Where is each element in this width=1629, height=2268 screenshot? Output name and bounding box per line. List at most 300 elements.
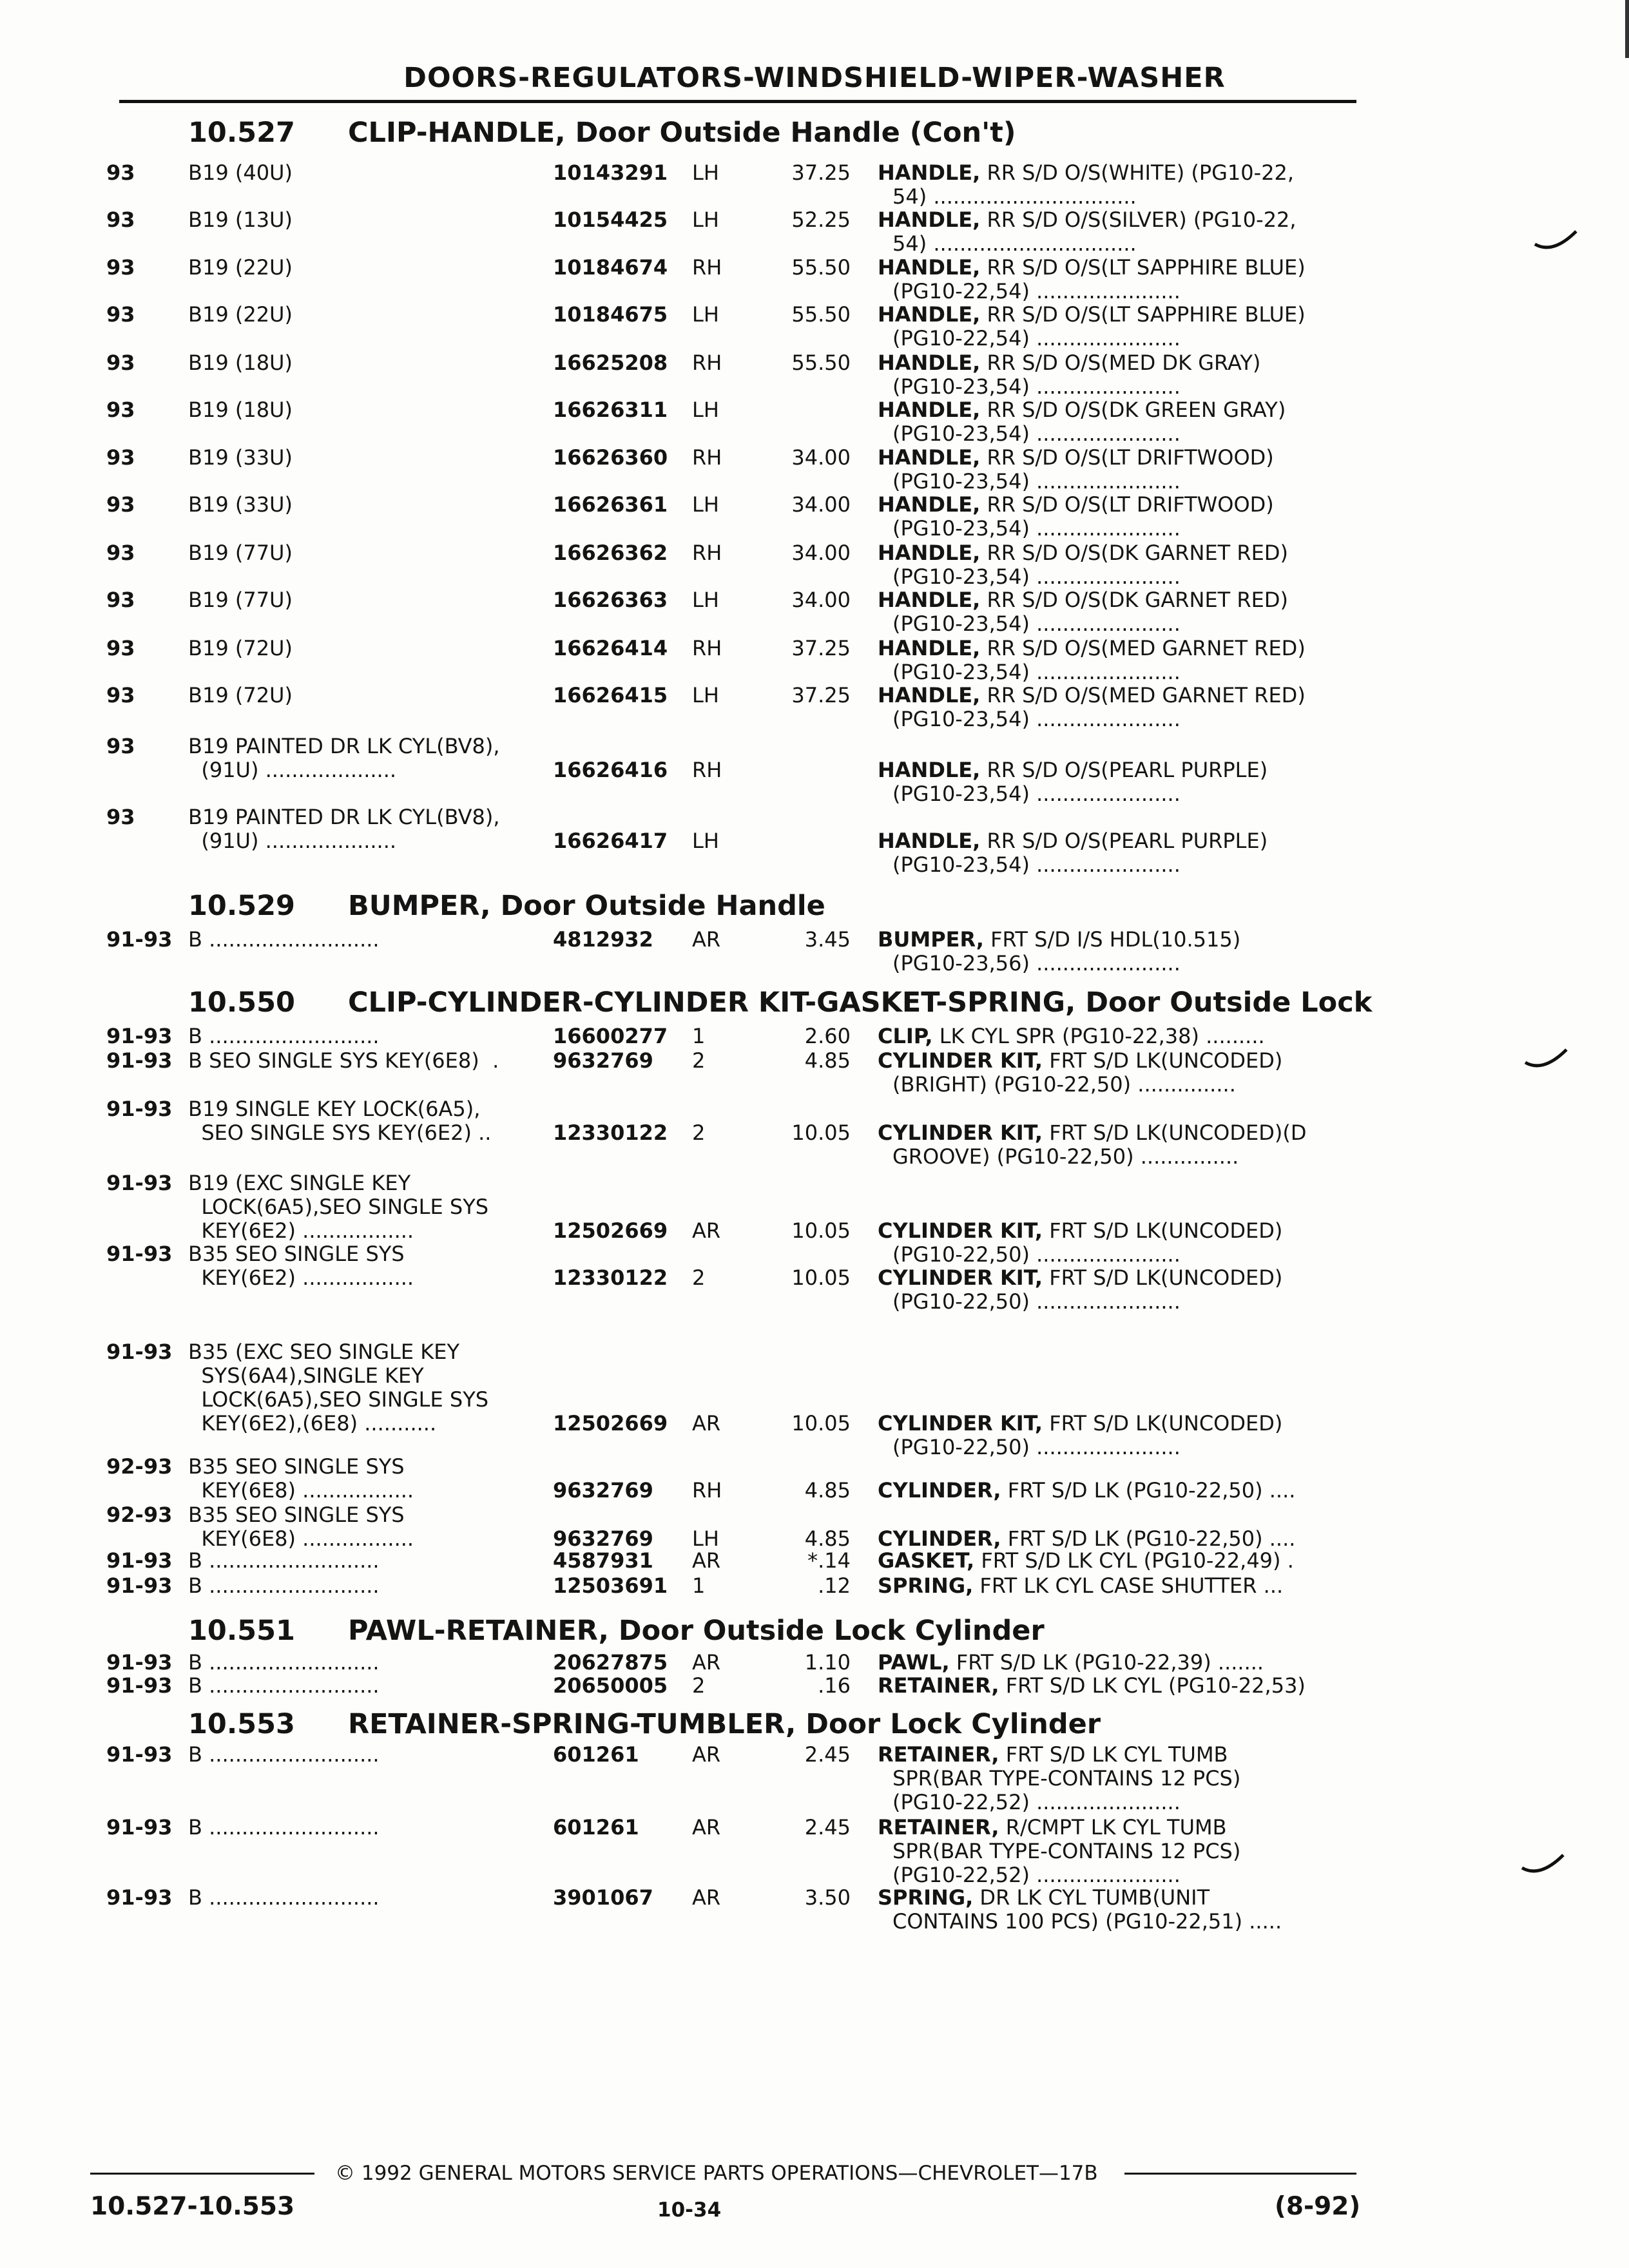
- part-number: 12330122: [553, 1265, 668, 1290]
- part-detail: DR LK CYL TUMB(UNIT: [973, 1885, 1210, 1910]
- description-continued: (PG10-23,54) ......................: [892, 516, 1181, 541]
- quantity: 2: [692, 1048, 706, 1073]
- model-year: 93: [106, 492, 135, 517]
- table-row: [0, 351, 1629, 399]
- application: KEY(6E2) .................: [188, 1218, 414, 1243]
- quantity: AR: [692, 1218, 721, 1243]
- part-name: HANDLE,: [878, 758, 981, 782]
- application: B19 SINGLE KEY LOCK(6A5),: [188, 1097, 481, 1121]
- price: 37.25: [791, 636, 851, 660]
- quantity: LH: [692, 683, 719, 707]
- table-row: [0, 588, 1629, 637]
- application: B ..........................: [188, 1548, 380, 1573]
- application: B19 (33U): [188, 445, 293, 470]
- model-year: 93: [106, 445, 135, 470]
- part-name: SPRING,: [878, 1885, 974, 1910]
- quantity: RH: [692, 1478, 722, 1503]
- part-detail: RR S/D O/S(LT DRIFTWOOD): [980, 492, 1274, 517]
- description: [878, 1816, 1227, 1840]
- quantity: RH: [692, 636, 722, 660]
- model-year: 92-93: [106, 1503, 173, 1527]
- application: B ..........................: [188, 1573, 380, 1598]
- part-number: 10184675: [553, 302, 668, 327]
- description-continued: (PG10-23,54) ......................: [892, 469, 1181, 494]
- description-continued: SPR(BAR TYPE-CONTAINS 12 PCS): [892, 1766, 1241, 1791]
- description: [878, 161, 1294, 185]
- part-detail: RR S/D O/S(MED GARNET RED): [980, 636, 1306, 660]
- part-number: 4812932: [553, 927, 653, 952]
- price: .16: [818, 1673, 851, 1698]
- part-name: HANDLE,: [878, 398, 981, 422]
- application: B19 (77U): [188, 588, 293, 612]
- part-number: 16626417: [553, 829, 668, 853]
- description: [878, 758, 1268, 782]
- application: B35 SEO SINGLE SYS: [188, 1242, 405, 1266]
- part-number: 9632769: [553, 1048, 653, 1073]
- part-detail: FRT S/D LK(UNCODED): [1043, 1048, 1283, 1073]
- part-name: CYLINDER KIT,: [878, 1048, 1043, 1073]
- description: [878, 588, 1288, 612]
- part-name: HANDLE,: [878, 255, 981, 280]
- application: B35 SEO SINGLE SYS: [188, 1454, 405, 1479]
- application: KEY(6E8) .................: [188, 1478, 414, 1503]
- part-detail: RR S/D O/S(PEARL PURPLE): [980, 758, 1268, 782]
- part-number: 16626415: [553, 683, 668, 707]
- description: [878, 351, 1260, 375]
- quantity: LH: [692, 160, 719, 185]
- part-number: 9632769: [553, 1526, 653, 1551]
- description: [878, 208, 1296, 232]
- description-continued: (PG10-22,54) ......................: [892, 326, 1181, 351]
- price: 3.50: [804, 1885, 851, 1910]
- price: 10.05: [791, 1218, 851, 1243]
- application: B ..........................: [188, 1742, 380, 1767]
- part-name: HANDLE,: [878, 492, 981, 517]
- description: [878, 493, 1274, 517]
- table-row: [0, 493, 1629, 541]
- part-name: CLIP,: [878, 1024, 933, 1048]
- section-number: 10.551: [188, 1615, 295, 1647]
- quantity: RH: [692, 758, 722, 782]
- quantity: LH: [692, 207, 719, 232]
- price: 10.05: [791, 1120, 851, 1145]
- quantity: LH: [692, 302, 719, 327]
- application: B ..........................: [188, 1673, 380, 1698]
- description-continued: (PG10-22,50) ......................: [892, 1242, 1181, 1267]
- part-detail: RR S/D O/S(PEARL PURPLE): [980, 829, 1268, 853]
- quantity: RH: [692, 255, 722, 280]
- part-number: 16626311: [553, 398, 668, 422]
- description: [878, 1024, 1265, 1048]
- application: B ..........................: [188, 927, 380, 952]
- table-row: [0, 805, 1629, 877]
- part-name: HANDLE,: [878, 541, 981, 565]
- price: 37.25: [791, 160, 851, 185]
- table-row: [0, 1049, 1629, 1097]
- application: B19 (72U): [188, 636, 293, 660]
- table-row: [0, 1503, 1629, 1552]
- section-title: CLIP-HANDLE, Door Outside Handle (Con't): [348, 117, 1016, 149]
- table-row: [0, 303, 1629, 351]
- description-continued: CONTAINS 100 PCS) (PG10-22,51) .....: [892, 1909, 1282, 1934]
- application: LOCK(6A5),SEO SINGLE SYS: [188, 1195, 489, 1219]
- quantity: AR: [692, 1411, 721, 1436]
- footer-rule-right: [1124, 2173, 1356, 2175]
- application: B19 (22U): [188, 302, 293, 327]
- checkmark-icon: [1534, 229, 1579, 255]
- model-year: 91-93: [106, 1242, 173, 1266]
- model-year: 91-93: [106, 1048, 173, 1073]
- model-year: 92-93: [106, 1454, 173, 1479]
- part-detail: FRT S/D LK CYL (PG10-22,49) .: [974, 1548, 1294, 1573]
- part-number: 12502669: [553, 1218, 668, 1243]
- description-continued: GROOVE) (PG10-22,50) ...............: [892, 1144, 1239, 1169]
- quantity: RH: [692, 541, 722, 565]
- part-detail: RR S/D O/S(WHITE) (PG10-22,: [980, 160, 1295, 185]
- section-number: 10.550: [188, 986, 295, 1019]
- application: B ..........................: [188, 1024, 380, 1048]
- table-row: [0, 161, 1629, 209]
- part-name: RETAINER,: [878, 1742, 999, 1767]
- quantity: AR: [692, 1650, 721, 1675]
- part-name: HANDLE,: [878, 829, 981, 853]
- price: 52.25: [791, 207, 851, 232]
- part-detail: RR S/D O/S(LT SAPPHIRE BLUE): [980, 302, 1306, 327]
- table-row: [0, 1242, 1629, 1314]
- description: [878, 398, 1286, 422]
- quantity: RH: [692, 445, 722, 470]
- part-number: 10184674: [553, 255, 668, 280]
- part-name: HANDLE,: [878, 636, 981, 660]
- footer-page-number: 10-34: [657, 2198, 722, 2222]
- description: [878, 256, 1306, 280]
- model-year: 91-93: [106, 1548, 173, 1573]
- application: B ..........................: [188, 1650, 380, 1675]
- application: B19 (33U): [188, 492, 293, 517]
- price: 55.50: [791, 351, 851, 375]
- model-year: 93: [106, 683, 135, 707]
- checkmark-icon: [1521, 1852, 1566, 1878]
- model-year: 91-93: [106, 927, 173, 952]
- table-row: [0, 928, 1629, 976]
- price: 2.45: [804, 1742, 851, 1767]
- model-year: 91-93: [106, 1742, 173, 1767]
- part-name: HANDLE,: [878, 683, 981, 707]
- description: [878, 1886, 1210, 1910]
- part-detail: FRT S/D LK(UNCODED): [1043, 1265, 1283, 1290]
- part-detail: RR S/D O/S(DK GARNET RED): [980, 588, 1288, 612]
- price: 55.50: [791, 255, 851, 280]
- section-heading: [0, 986, 1629, 1019]
- quantity: 2: [692, 1120, 706, 1145]
- part-name: PAWL,: [878, 1650, 950, 1675]
- part-number: 12503691: [553, 1573, 668, 1598]
- description-continued: (PG10-23,56) ......................: [892, 951, 1181, 975]
- part-name: RETAINER,: [878, 1673, 999, 1698]
- part-name: CYLINDER KIT,: [878, 1411, 1043, 1436]
- model-year: 93: [106, 302, 135, 327]
- description-continued: (PG10-22,50) ......................: [892, 1435, 1181, 1459]
- quantity: LH: [692, 588, 719, 612]
- description-continued: 54) ...............................: [892, 184, 1137, 209]
- model-year: 91-93: [106, 1171, 173, 1195]
- application: B35 SEO SINGLE SYS: [188, 1503, 405, 1527]
- application: KEY(6E2) .................: [188, 1265, 414, 1290]
- description: [878, 446, 1274, 470]
- quantity: 2: [692, 1673, 706, 1698]
- description-continued: (PG10-23,54) ......................: [892, 782, 1181, 806]
- section-number: 10.529: [188, 890, 295, 922]
- checkmark-icon: [1524, 1047, 1569, 1073]
- part-detail: FRT S/D LK CYL TUMB: [999, 1742, 1228, 1767]
- description: [878, 1674, 1306, 1698]
- description: [878, 829, 1268, 853]
- model-year: 93: [106, 541, 135, 565]
- part-detail: RR S/D O/S(LT SAPPHIRE BLUE): [980, 255, 1306, 280]
- quantity: AR: [692, 1548, 721, 1573]
- part-detail: FRT S/D LK (PG10-22,50) ....: [1001, 1526, 1296, 1551]
- table-row: [0, 1574, 1629, 1622]
- application: B35 (EXC SEO SINGLE KEY: [188, 1340, 459, 1364]
- quantity: AR: [692, 1742, 721, 1767]
- description: [878, 1219, 1282, 1243]
- part-number: 3901067: [553, 1885, 653, 1910]
- application: SEO SINGLE SYS KEY(6E2) ..: [188, 1120, 492, 1145]
- part-number: 20650005: [553, 1673, 668, 1698]
- description: [878, 1651, 1264, 1675]
- part-number: 16625208: [553, 351, 668, 375]
- price: *.14: [807, 1548, 851, 1573]
- part-number: 16626360: [553, 445, 668, 470]
- part-number: 10143291: [553, 160, 668, 185]
- description: [878, 303, 1306, 327]
- part-name: CYLINDER,: [878, 1478, 1001, 1503]
- table-row: [0, 208, 1629, 256]
- part-number: 12502669: [553, 1411, 668, 1436]
- footer-copyright: © 1992 GENERAL MOTORS SERVICE PARTS OPERATIONS—CHEVROLET—17B: [335, 2162, 1098, 2185]
- description-continued: (PG10-22,52) ......................: [892, 1863, 1181, 1887]
- model-year: 91-93: [106, 1097, 173, 1121]
- model-year: 91-93: [106, 1024, 173, 1048]
- model-year: 93: [106, 351, 135, 375]
- model-year: 93: [106, 255, 135, 280]
- table-row: [0, 1674, 1629, 1722]
- price: 4.85: [804, 1478, 851, 1503]
- part-number: 16600277: [553, 1024, 668, 1048]
- part-name: CYLINDER KIT,: [878, 1265, 1043, 1290]
- table-row: [0, 684, 1629, 732]
- part-name: CYLINDER KIT,: [878, 1120, 1043, 1145]
- part-detail: FRT S/D LK(UNCODED): [1043, 1218, 1283, 1243]
- price: 34.00: [791, 445, 851, 470]
- part-number: 601261: [553, 1815, 639, 1840]
- description-continued: (PG10-23,54) ......................: [892, 374, 1181, 399]
- part-number: 16626363: [553, 588, 668, 612]
- description: [878, 1049, 1282, 1073]
- part-detail: FRT S/D I/S HDL(10.515): [983, 927, 1241, 952]
- quantity: LH: [692, 1526, 719, 1551]
- application: B ..........................: [188, 1885, 380, 1910]
- price: 34.00: [791, 588, 851, 612]
- application: B19 (77U): [188, 541, 293, 565]
- description-continued: (PG10-22,54) ......................: [892, 279, 1181, 303]
- price: 34.00: [791, 541, 851, 565]
- description: [878, 928, 1240, 952]
- description: [878, 1412, 1282, 1436]
- description: [878, 1479, 1295, 1503]
- price: 10.05: [791, 1265, 851, 1290]
- application: B19 (18U): [188, 398, 293, 422]
- part-number: 16626362: [553, 541, 668, 565]
- quantity: LH: [692, 398, 719, 422]
- section-heading: [0, 889, 1629, 923]
- description: [878, 1121, 1306, 1145]
- description: [878, 1266, 1282, 1290]
- quantity: AR: [692, 1885, 721, 1910]
- part-number: 9632769: [553, 1478, 653, 1503]
- table-row: [0, 1340, 1629, 1459]
- quantity: AR: [692, 1815, 721, 1840]
- section-title: BUMPER, Door Outside Handle: [348, 890, 825, 922]
- part-name: GASKET,: [878, 1548, 975, 1573]
- price: 34.00: [791, 492, 851, 517]
- application: B19 (72U): [188, 683, 293, 707]
- table-row: [0, 256, 1629, 304]
- description: [878, 1549, 1294, 1573]
- application: B ..........................: [188, 1815, 380, 1840]
- model-year: 93: [106, 398, 135, 422]
- quantity: LH: [692, 829, 719, 853]
- part-detail: LK CYL SPR (PG10-22,38) .........: [932, 1024, 1265, 1048]
- description: [878, 1527, 1295, 1551]
- application: B19 PAINTED DR LK CYL(BV8),: [188, 805, 500, 829]
- part-name: CYLINDER,: [878, 1526, 1001, 1551]
- description: [878, 1743, 1228, 1767]
- description-continued: SPR(BAR TYPE-CONTAINS 12 PCS): [892, 1839, 1241, 1863]
- description-continued: (PG10-23,54) ......................: [892, 421, 1181, 446]
- footer-section-range: 10.527-10.553: [90, 2192, 295, 2221]
- description-continued: (PG10-23,54) ......................: [892, 564, 1181, 589]
- part-detail: RR S/D O/S(MED DK GRAY): [980, 351, 1261, 375]
- part-detail: RR S/D O/S(LT DRIFTWOOD): [980, 445, 1274, 470]
- price: 1.10: [804, 1650, 851, 1675]
- part-name: HANDLE,: [878, 445, 981, 470]
- model-year: 93: [106, 160, 135, 185]
- model-year: 93: [106, 588, 135, 612]
- price: 2.45: [804, 1815, 851, 1840]
- price: 4.85: [804, 1048, 851, 1073]
- section-title: RETAINER-SPRING-TUMBLER, Door Lock Cylinder: [348, 1708, 1101, 1740]
- part-name: HANDLE,: [878, 302, 981, 327]
- description-continued: 54) ...............................: [892, 231, 1137, 256]
- price: 37.25: [791, 683, 851, 707]
- part-name: SPRING,: [878, 1573, 974, 1598]
- part-number: 16626416: [553, 758, 668, 782]
- part-detail: RR S/D O/S(MED GARNET RED): [980, 683, 1306, 707]
- section-number: 10.553: [188, 1708, 295, 1740]
- table-row: [0, 1742, 1629, 1814]
- model-year: 93: [106, 636, 135, 660]
- part-number: 16626361: [553, 492, 668, 517]
- table-row: [0, 446, 1629, 494]
- application: B19 (18U): [188, 351, 293, 375]
- part-detail: FRT S/D LK (PG10-22,39) .......: [949, 1650, 1264, 1675]
- model-year: 91-93: [106, 1885, 173, 1910]
- description-continued: (BRIGHT) (PG10-22,50) ...............: [892, 1072, 1236, 1097]
- section-heading: [0, 116, 1629, 149]
- part-name: RETAINER,: [878, 1815, 999, 1840]
- part-detail: RR S/D O/S(DK GREEN GRAY): [980, 398, 1286, 422]
- application: (91U) ....................: [188, 829, 397, 853]
- description-continued: (PG10-23,54) ......................: [892, 707, 1181, 731]
- price: 2.60: [804, 1024, 851, 1048]
- application: (91U) ....................: [188, 758, 397, 782]
- part-detail: FRT S/D LK CYL (PG10-22,53): [999, 1673, 1306, 1698]
- table-row: [0, 734, 1629, 806]
- part-detail: R/CMPT LK CYL TUMB: [999, 1815, 1227, 1840]
- application: B19 (40U): [188, 160, 293, 185]
- price: 3.45: [804, 927, 851, 952]
- part-detail: FRT S/D LK(UNCODED)(D: [1043, 1120, 1307, 1145]
- section-title: PAWL-RETAINER, Door Outside Lock Cylinder: [348, 1615, 1045, 1647]
- price: 4.85: [804, 1526, 851, 1551]
- part-detail: FRT S/D LK (PG10-22,50) ....: [1001, 1478, 1296, 1503]
- description: [878, 1574, 1283, 1598]
- part-number: 20627875: [553, 1650, 668, 1675]
- description: [878, 541, 1288, 565]
- model-year: 93: [106, 207, 135, 232]
- application: LOCK(6A5),SEO SINGLE SYS: [188, 1387, 489, 1412]
- quantity: 2: [692, 1265, 706, 1290]
- part-number: 12330122: [553, 1120, 668, 1145]
- application: KEY(6E8) .................: [188, 1526, 414, 1551]
- price: .12: [818, 1573, 851, 1598]
- quantity: RH: [692, 351, 722, 375]
- description-continued: (PG10-23,54) ......................: [892, 660, 1181, 684]
- part-detail: FRT S/D LK(UNCODED): [1043, 1411, 1283, 1436]
- quantity: LH: [692, 492, 719, 517]
- footer-revision: (8-92): [1275, 2192, 1361, 2221]
- description: [878, 684, 1306, 707]
- model-year: 93: [106, 805, 135, 829]
- model-year: 91-93: [106, 1340, 173, 1364]
- application: B SEO SINGLE SYS KEY(6E8) .: [188, 1048, 499, 1073]
- part-number: 4587931: [553, 1548, 653, 1573]
- model-year: 91-93: [106, 1815, 173, 1840]
- part-detail: FRT LK CYL CASE SHUTTER ...: [973, 1573, 1284, 1598]
- description-continued: (PG10-23,54) ......................: [892, 611, 1181, 636]
- application: KEY(6E2),(6E8) ...........: [188, 1411, 437, 1436]
- quantity: AR: [692, 927, 721, 952]
- application: B19 (EXC SINGLE KEY: [188, 1171, 411, 1195]
- part-detail: RR S/D O/S(SILVER) (PG10-22,: [980, 207, 1296, 232]
- application: B19 (22U): [188, 255, 293, 280]
- price: 55.50: [791, 302, 851, 327]
- description-continued: (PG10-22,50) ......................: [892, 1289, 1181, 1314]
- table-row: [0, 1886, 1629, 1934]
- application: B19 (13U): [188, 207, 293, 232]
- part-name: HANDLE,: [878, 588, 981, 612]
- part-name: HANDLE,: [878, 351, 981, 375]
- table-row: [0, 541, 1629, 590]
- part-name: HANDLE,: [878, 207, 981, 232]
- part-number: 16626414: [553, 636, 668, 660]
- model-year: 91-93: [106, 1673, 173, 1698]
- model-year: 93: [106, 734, 135, 758]
- description-continued: (PG10-22,52) ......................: [892, 1790, 1181, 1814]
- description: [878, 637, 1306, 660]
- part-number: 601261: [553, 1742, 639, 1767]
